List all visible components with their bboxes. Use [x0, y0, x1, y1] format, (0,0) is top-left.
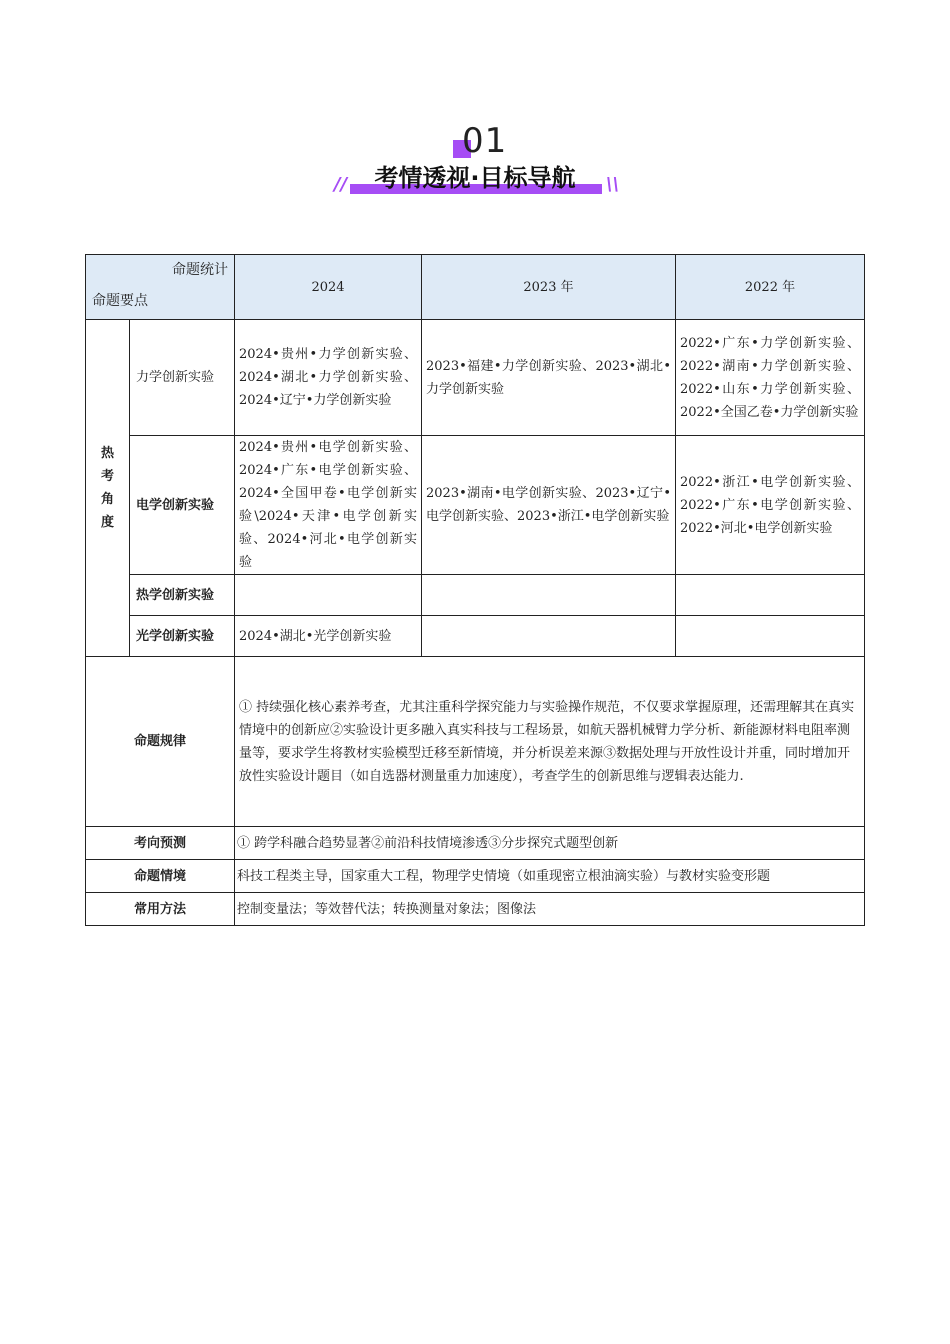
forecast-text: ① 跨学科融合趋势显著②前沿科技情境渗透③分步探究式题型创新: [235, 827, 865, 860]
context-label: 命题情境: [86, 860, 235, 893]
title-deco-left: //: [334, 174, 348, 195]
table-row: [86, 827, 865, 860]
category-electricity: 电学创新实验: [130, 436, 235, 575]
hot-char-1: 热: [100, 446, 114, 461]
cell-thermal-2023: [422, 575, 676, 616]
table-row: [86, 657, 865, 827]
table-header-row: [86, 255, 865, 320]
category-optics: 光学创新实验: [130, 616, 235, 657]
hot-topics-label: [86, 320, 130, 657]
table-row: [86, 320, 865, 436]
corner-bottom-label: 命题要点: [92, 293, 148, 309]
hot-char-3: 角: [100, 492, 114, 507]
context-text: 科技工程类主导，国家重大工程，物理学史情境（如重现密立根油滴实验）与教材实验变形题: [235, 860, 865, 893]
section-title: 考情透视·目标导航: [374, 164, 576, 192]
year-header-2022: 2022 年: [676, 255, 865, 320]
table-row: [86, 575, 865, 616]
section-number-group: [450, 122, 510, 162]
hot-char-2: 考: [100, 469, 114, 484]
cell-mechanics-2023: 2023•福建•力学创新实验、2023•湖北•力学创新实验: [422, 320, 676, 436]
cell-optics-2024: 2024•湖北•光学创新实验: [235, 616, 422, 657]
cell-thermal-2022: [676, 575, 865, 616]
section-number: 01: [462, 121, 508, 161]
exam-analysis-table: [85, 254, 865, 926]
cell-mechanics-2024: 2024•贵州•力学创新实验、2024•湖北•力学创新实验、2024•辽宁•力学创新实验: [235, 320, 422, 436]
forecast-label: 考向预测: [86, 827, 235, 860]
methods-label: 常用方法: [86, 893, 235, 926]
category-mechanics: 力学创新实验: [130, 320, 235, 436]
year-header-2023: 2023 年: [422, 255, 676, 320]
cell-mechanics-2022: 2022•广东•力学创新实验、2022•湖南•力学创新实验、2022•山东•力学创新实验、2022•全国乙卷•力学创新实验: [676, 320, 865, 436]
table-row: [86, 436, 865, 575]
category-thermal: 热学创新实验: [130, 575, 235, 616]
rule-text: ① 持续强化核心素养考查，尤其注重科学探究能力与实验操作规范，不仅要求掌握原理，还需理解其在真实情境中的创新应②实验设计更多融入真实科技与工程场景，如航天器机械臂力学分析、新能源材料电阻率测量等，要求学生将教材实验模型迁移至新情境，并分析误差来源③数据处理与开放性设计并重，同时增加开放性实验设计题目（如自选器材测量重力加速度），考查学生的创新思维与逻辑表达能力.: [235, 657, 865, 827]
rule-label: 命题规律: [86, 657, 235, 827]
cell-electricity-2022: 2022•浙江•电学创新实验、2022•广东•电学创新实验、2022•河北•电学创新实验: [676, 436, 865, 575]
cell-optics-2022: [676, 616, 865, 657]
cell-electricity-2023: 2023•湖南•电学创新实验、2023•辽宁•电学创新实验、2023•浙江•电学创新实验: [422, 436, 676, 575]
table-row: [86, 860, 865, 893]
year-header-2024: 2024: [235, 255, 422, 320]
title-deco-right: \\: [606, 174, 620, 195]
cell-optics-2023: [422, 616, 676, 657]
cell-thermal-2024: [235, 575, 422, 616]
corner-cell: [86, 255, 235, 320]
methods-text: 控制变量法；等效替代法；转换测量对象法；图像法: [235, 893, 865, 926]
table-row: [86, 616, 865, 657]
table-row: [86, 893, 865, 926]
hot-char-4: 度: [100, 515, 114, 530]
cell-electricity-2024: 2024•贵州•电学创新实验、2024•广东•电学创新实验、2024•全国甲卷•电学创新实验\2024•天津•电学创新实验、2024•河北•电学创新实验: [235, 436, 422, 575]
corner-top-label: 命题统计: [172, 262, 228, 278]
section-header: [0, 118, 950, 208]
